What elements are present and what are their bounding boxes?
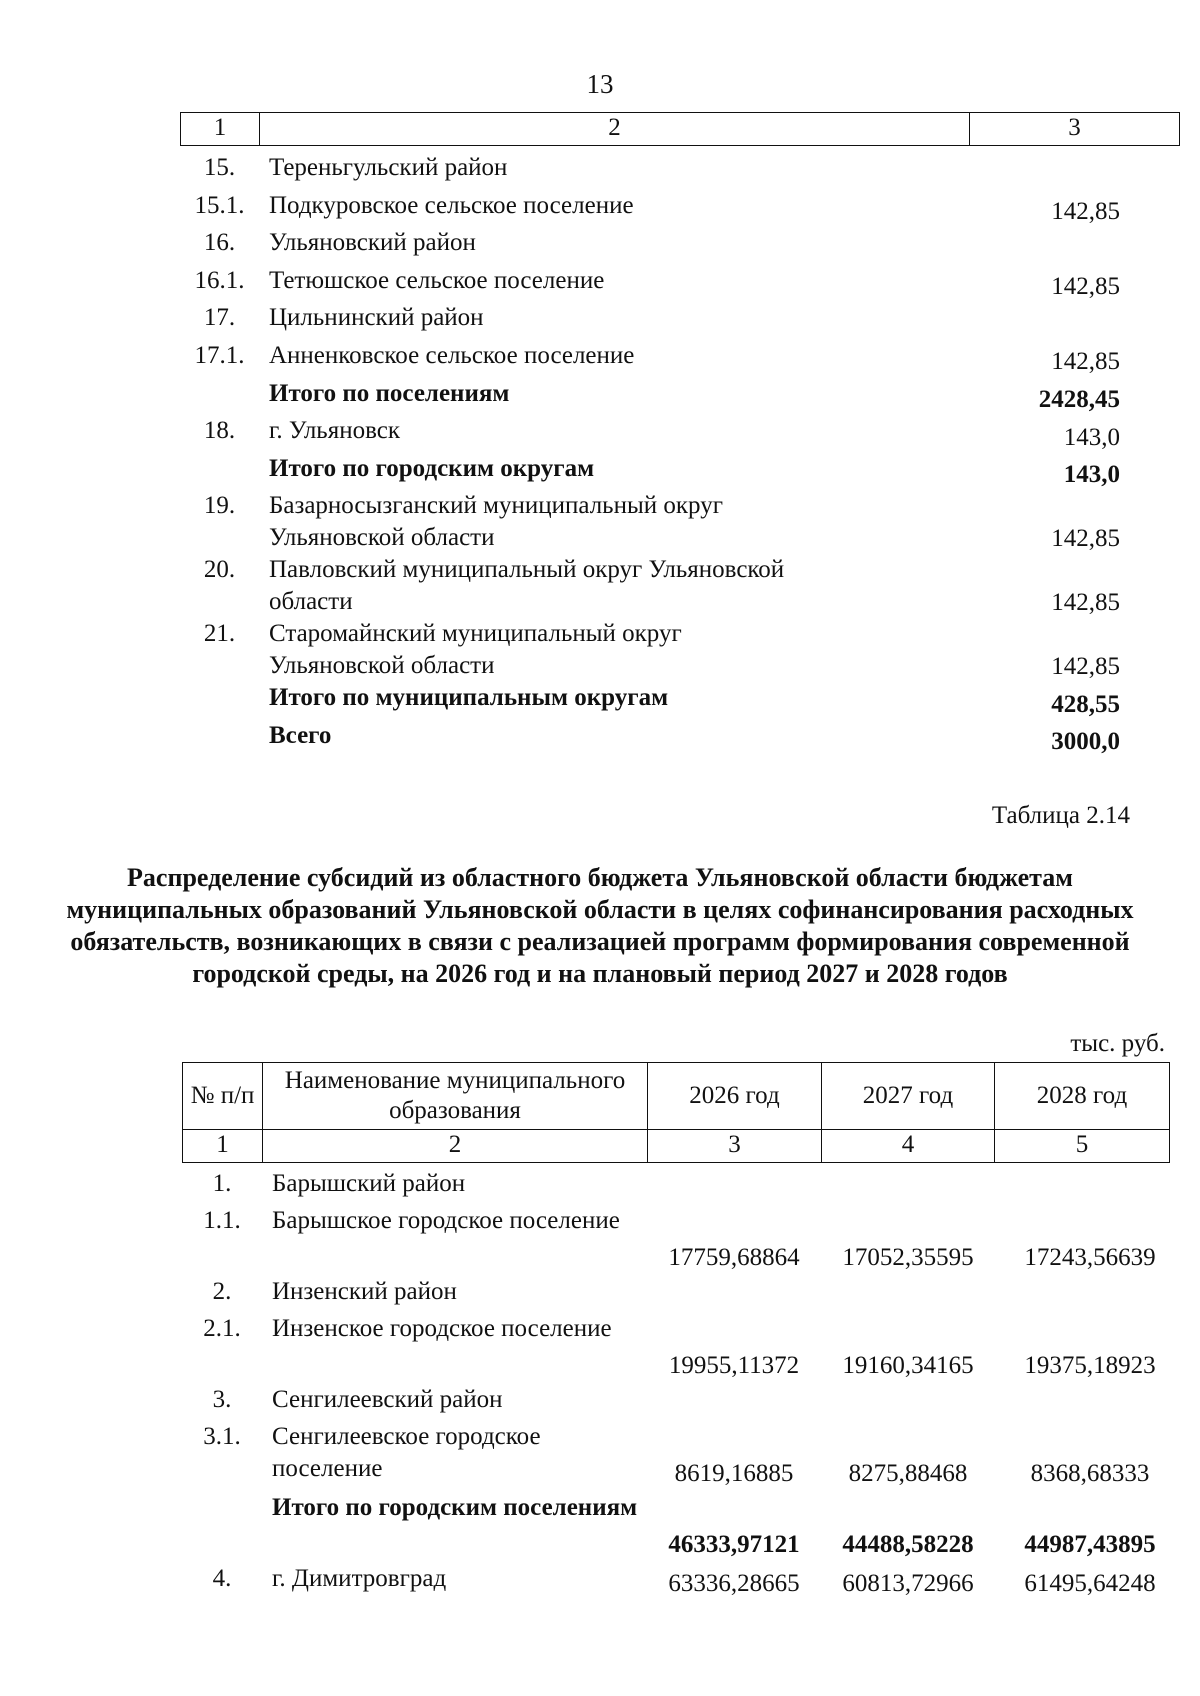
subtotal-row [180, 378, 1180, 416]
row-number: 2.1. [203, 1315, 241, 1342]
row-name: Итого по муниципальным округам [269, 684, 669, 712]
value-2028: 17243,56639 [1024, 1244, 1156, 1271]
subtotal-row [180, 453, 1180, 491]
col-number-5: 5 [1075, 1131, 1089, 1158]
row-name: Цильнинский район [269, 304, 484, 332]
header-2027: 2027 год [822, 1063, 995, 1129]
table-row [182, 1168, 1192, 1205]
col-number-2: 2 [263, 1130, 648, 1162]
row-name: Всего [269, 721, 332, 749]
table-row [180, 227, 1180, 265]
table-row [182, 1276, 1192, 1313]
units-label: тыс. руб. [1070, 1030, 1165, 1057]
table-row [180, 618, 1180, 682]
table-caption: Таблица 2.14 [991, 802, 1130, 829]
row-value: 142,85 [1051, 348, 1120, 376]
row-name: Итого по городским поселениям [272, 1494, 638, 1521]
row-number [180, 720, 259, 758]
table-row [182, 1384, 1192, 1421]
row-name: Базарносызганский муниципальный округ Ульяновской области [269, 492, 723, 551]
row-number: 15.1. [194, 191, 245, 219]
page-number: 13 [586, 69, 614, 99]
row-name: г. Ульяновск [269, 417, 400, 445]
row-number: 18. [203, 417, 236, 445]
value-2027: 19160,34165 [842, 1352, 974, 1379]
row-name: Ульяновский район [269, 229, 476, 257]
table-row [182, 1313, 1192, 1382]
table-row [180, 302, 1180, 340]
header-2026: 2026 год [648, 1063, 822, 1129]
row-number: 20. [203, 556, 236, 584]
row-name: Павловский муниципальный округ Ульяновской области [269, 556, 785, 615]
total-row [180, 720, 1180, 758]
table-row [180, 190, 1180, 228]
value-2028: 19375,18923 [1024, 1352, 1156, 1379]
row-number: 17.1. [194, 341, 245, 369]
row-number: 19. [203, 492, 236, 520]
row-name: Старомайнский муниципальный округ Ульяновской области [269, 620, 682, 679]
row-name: Инзенский район [272, 1278, 457, 1305]
value-2027: 44488,58228 [842, 1531, 974, 1558]
row-number: 1. [212, 1170, 232, 1197]
row-name: Сенгилеевский район [272, 1386, 503, 1413]
table1-col2-header: 2 [260, 113, 970, 145]
row-number [180, 378, 259, 416]
table2-header-row [183, 1063, 1169, 1130]
header-number: № п/п [183, 1063, 263, 1129]
row-name: г. Димитровград [272, 1565, 447, 1592]
value-2028: 44987,43895 [1024, 1531, 1156, 1558]
table1-header [180, 112, 1180, 146]
row-number: 1.1. [203, 1207, 241, 1234]
value-2028: 8368,68333 [1030, 1460, 1150, 1487]
table2-column-numbers [183, 1130, 1169, 1162]
subtotal-row [182, 1492, 1192, 1561]
row-name: Сенгилеевское городское поселение [272, 1423, 541, 1482]
row-value: 3000,0 [1051, 728, 1120, 756]
table-row [180, 415, 1180, 453]
row-name: Тетюшское сельское поселение [269, 266, 605, 294]
table-row [180, 265, 1180, 303]
value-2026: 17759,68864 [668, 1244, 800, 1271]
row-name: Итого по городским округам [269, 454, 595, 482]
row-value: 2428,45 [1038, 385, 1120, 413]
row-value: 142,85 [1051, 525, 1120, 553]
row-name: Подкуровское сельское поселение [269, 191, 634, 219]
table-row [182, 1205, 1192, 1274]
row-number: 21. [203, 620, 236, 648]
row-number: 17. [203, 304, 236, 332]
col-number-1: 1 [183, 1130, 263, 1162]
header-name: Наименование муниципального образования [263, 1063, 648, 1129]
value-2026: 46333,97121 [668, 1531, 800, 1558]
row-number: 4. [212, 1565, 232, 1592]
table-row [182, 1563, 1192, 1600]
table1-col3-header: 3 [1068, 114, 1081, 141]
value-2027: 17052,35595 [842, 1244, 974, 1271]
value-2026: 8619,16885 [674, 1460, 794, 1487]
table1-body [180, 152, 1180, 758]
table-row [180, 340, 1180, 378]
row-number: 3. [212, 1386, 232, 1413]
row-number: 2. [212, 1278, 232, 1305]
row-name: Тереньгульский район [269, 154, 508, 181]
table-row [182, 1421, 1192, 1490]
row-name: Барышский район [272, 1170, 466, 1197]
table-row [180, 152, 1180, 190]
value-2027: 8275,88468 [848, 1460, 968, 1487]
table2-header [182, 1062, 1170, 1163]
table-row [180, 554, 1180, 618]
row-value: 143,0 [1063, 461, 1120, 489]
row-name: Итого по поселениям [269, 379, 510, 407]
row-value: 142,85 [1051, 589, 1120, 617]
value-2026: 63336,28665 [668, 1570, 800, 1597]
row-value: 142,85 [1051, 273, 1120, 301]
row-number: 16. [203, 229, 236, 257]
row-value: 142,85 [1051, 197, 1120, 225]
col-number-3: 3 [648, 1130, 822, 1162]
row-name: Анненковское сельское поселение [269, 341, 635, 369]
table-title: Распределение субсидий из областного бюджета Ульяновской области бюджетам муниципальных образований Ульяновской области в целях софинансирования расходных обязательств, возникающих в связи с реализацией программ формирования современной городской среды, на 2026 год и на плановый период 2027 и 2028 годов [66, 863, 1134, 988]
row-name: Барышское городское поселение [272, 1207, 620, 1234]
row-number: 16.1. [194, 266, 245, 294]
row-number: 3.1. [203, 1423, 241, 1450]
row-number: 15. [203, 154, 236, 181]
header-2028: 2028 год [1036, 1082, 1128, 1109]
row-value: 142,85 [1051, 653, 1120, 681]
row-number [182, 1492, 262, 1561]
subtotal-row [180, 682, 1180, 720]
col-number-4: 4 [822, 1130, 995, 1162]
row-value: 143,0 [1063, 423, 1120, 451]
value-2026: 19955,11372 [668, 1352, 800, 1379]
table2-body [182, 1168, 1192, 1600]
table1-col1-header: 1 [181, 113, 260, 145]
row-name: Инзенское городское поселение [272, 1315, 612, 1342]
value-2028: 61495,64248 [1024, 1570, 1156, 1597]
row-value: 428,55 [1051, 690, 1120, 718]
value-2027: 60813,72966 [842, 1570, 974, 1597]
row-number [180, 682, 259, 720]
table-row [180, 490, 1180, 554]
row-number [180, 453, 259, 491]
